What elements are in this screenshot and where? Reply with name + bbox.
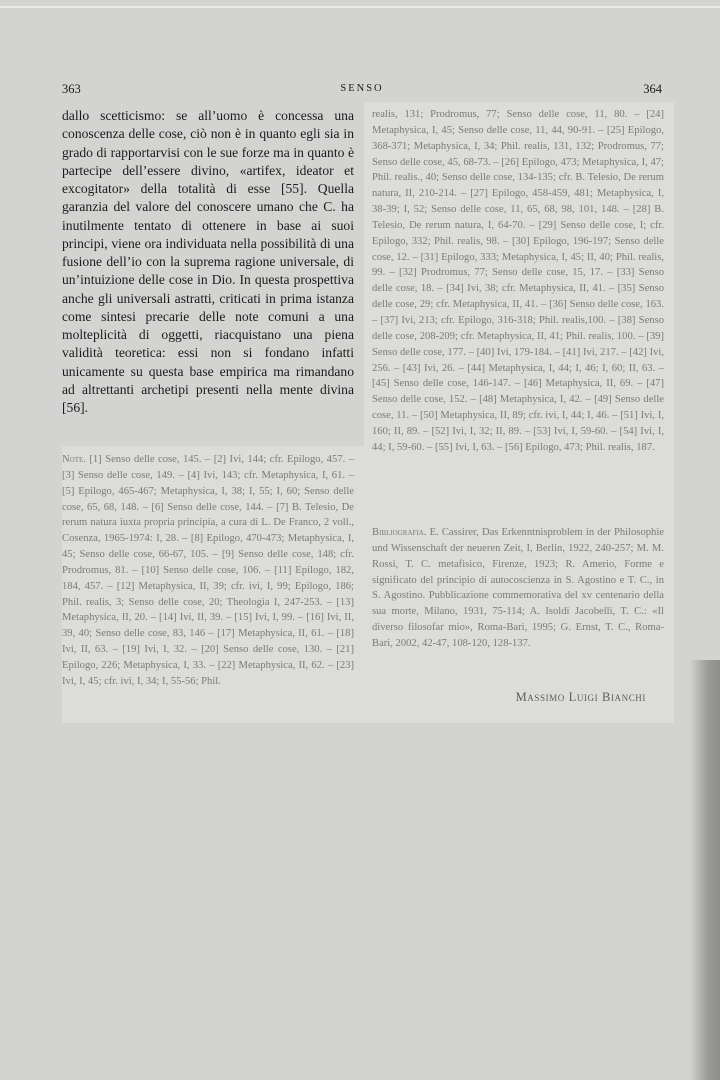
page-number-left: 363	[62, 82, 81, 96]
author-signature: Massimo Luigi Bianchi	[515, 690, 646, 704]
right-column	[364, 102, 674, 723]
page-number-right: 364	[643, 82, 662, 96]
bibliography-text: E. Cassirer, Das Erkenntnisproblem in der Philosophie und Wissenschaft der neueren Zeit, I, Berlin, 1922, 240-257; M. M. Rossi, T. C. metafisico, Firenze, 1923; R. Amerio, Forme e significato del principio di autocoscienza in S. Agostino e T. C., in S. Agostino. Pubblicazione commemorativa del xv centenario della sua morte, Milano, 1931, 75-114; A. Isoldi Jacobelli, T. C.: «Il diverso filosofar mio», Roma-Bari, 1995; G. Ernst, T. C., Roma-Bari, 2002, 42-47, 108-120, 128-137.	[372, 527, 664, 649]
top-edge-line	[0, 6, 720, 8]
book-spine-shadow	[690, 660, 720, 1080]
page-header	[62, 82, 662, 100]
notes-block-left	[62, 446, 364, 723]
bibliography	[372, 525, 664, 652]
bibliography-label: Bibliografia.	[372, 527, 427, 538]
notes-label: Note.	[62, 454, 86, 465]
main-text: dallo scetticismo: se all’uomo è concessa una conoscenza delle cose, ciò non è in quanto egli sia in grado di rapportarvisi con le sue forze ma in quanto è partecipe dell’essere divino, «artifex, ideator et excogitator» della totalità di esse [55]. Quella garanzia del valore del conoscere umano che C. ha inutilmente tentato di ottenere in base ai suoi principi, viene ora individuata nella possibilità di una fusione dell’io con la suprema ragione universale, di un’intuizione delle cose in Dio. In questa prospettiva anche gli universali astratti, criticati in prima istanza come sintesi precarie delle note comuni a una molteplicità di oggetti, riacquistano una piena validità teoretica: essi non si fondano infatti unicamente su questa base empirica ma rimandano ad altrettanti archetipi presenti nella mente divina [56].	[62, 108, 354, 415]
notes-text-left: [1] Senso delle cose, 145. – [2] Ivi, 144; cfr. Epilogo, 457. – [3] Senso delle cose, 149. – [4] Ivi, 143; cfr. Metaphysica, I, 61. – [5] Epilogo, 465-467; Metaphysica, I, 38; I, 55; I, 60; Senso delle cose, 65, 68, 148. – [6] Senso delle cose, 144. – [7] B. Telesio, De rerum natura iuxta propria principia, a cura di L. De Franco, 2 voll., Cosenza, 1965-1974: I, 28. – [8] Epilogo, 470-473; Metaphysica, I, 45; Senso delle cose, 66-67, 105. – [9] Senso delle cose, 148; cfr. Prodromus, 81. – [10] Senso delle cose, 106. – [11] Epilogo, 182, 184, 457. – [12] Metaphysica, II, 39; cfr. ivi, I, 99; Epilogo, 186; Phil. realis, 3; Senso delle cose, 20; Theologia I, 247-253. – [13] Metaphysica, II, 20. – [14] Ivi, II, 39. – [15] Ivi, I, 99. – [16] Ivi, II, 39, 40; Senso delle cose, 83, 146 – [17] Metaphysica, II, 61. – [18] Ivi, II, 63. – [19] Ivi, I, 32. – [20] Senso delle cose, 130. – [21] Epilogo, 226; Metaphysica, I, 33. – [22] Metaphysica, II, 62. – [23] Ivi, I, 45; cfr. ivi, I, 34; I, 55-56; Phil.	[62, 454, 354, 687]
left-column	[62, 107, 354, 417]
notes-text-right: realis, 131; Prodromus, 77; Senso delle cose, 11, 80. – [24] Metaphysica, I, 45; Senso delle cose, 11, 44, 90-91. – [25] Epilogo, 368-371; Metaphysica, I, 34; Phil. realis, 131, 132; Prodromus, 77; Senso delle cose, 45, 68-73. – [26] Epilogo, 473; Metaphysica, I, 47; Phil. realis., 40; Senso delle cose, 134-135; cfr. B. Telesio, De rerum natura, II, 210-214. – [27] Epilogo, 458-459, 481; Metaphysica, I, 38-39; I, 52; Senso delle cose, 11, 65, 68, 98, 101, 148. – [28] B. Telesio, De rerum natura, I, 64-70. – [29] Senso delle cose, I; cfr. Epilogo, 332; Phil. realis, 98. – [30] Epilogo, 196-197; Senso delle cose, 12. – [31] Epilogo, 333; Metaphysica, I, 45; II, 40; Phil. realis, 99. – [32] Prodromus, 77; Senso delle cose, 15, 17. – [33] Senso delle cose, 18. – [34] Ivi, 38; cfr. Metaphysica, II, 41. – [35] Senso delle cose, 29; cfr. Metaphysica, II, 41. – [36] Senso delle cose, 163. – [37] Ivi, 213; cfr. Epilogo, 316-318; Phil. realis,100. – [38] Senso delle cose, 208-209; cfr. Metaphysica, II, 41; Phil. realis, 100. – [39] Senso delle cose, 177. – [40] Ivi, 179-184. – [41] Ivi, 217. – [42] Ivi, 256. – [43] Ivi, 26. – [44] Metaphysica, I, 44; I, 46; I, 60; II, 63. – [45] Senso delle cose, 146-147. – [46] Metaphysica, II, 69. – [47] Senso delle cose, 152. – [48] Metaphysica, I, 42. – [49] Senso delle cose, 11. – [50] Metaphysica, II, 89; cfr. ivi, I, 44; I, 46. – [51] Ivi, I, 160; II, 89. – [52] Ivi, I, 32; II, 89. – [53] Ivi, I, 59-60. – [54] Ivi, I, 44; I, 59-60. – [55] Ivi, I, 63. – [56] Epilogo, 473; Phil. realis, 187.	[372, 109, 664, 453]
running-title: SENSO	[340, 83, 384, 94]
notes-paragraph-left	[62, 452, 354, 690]
